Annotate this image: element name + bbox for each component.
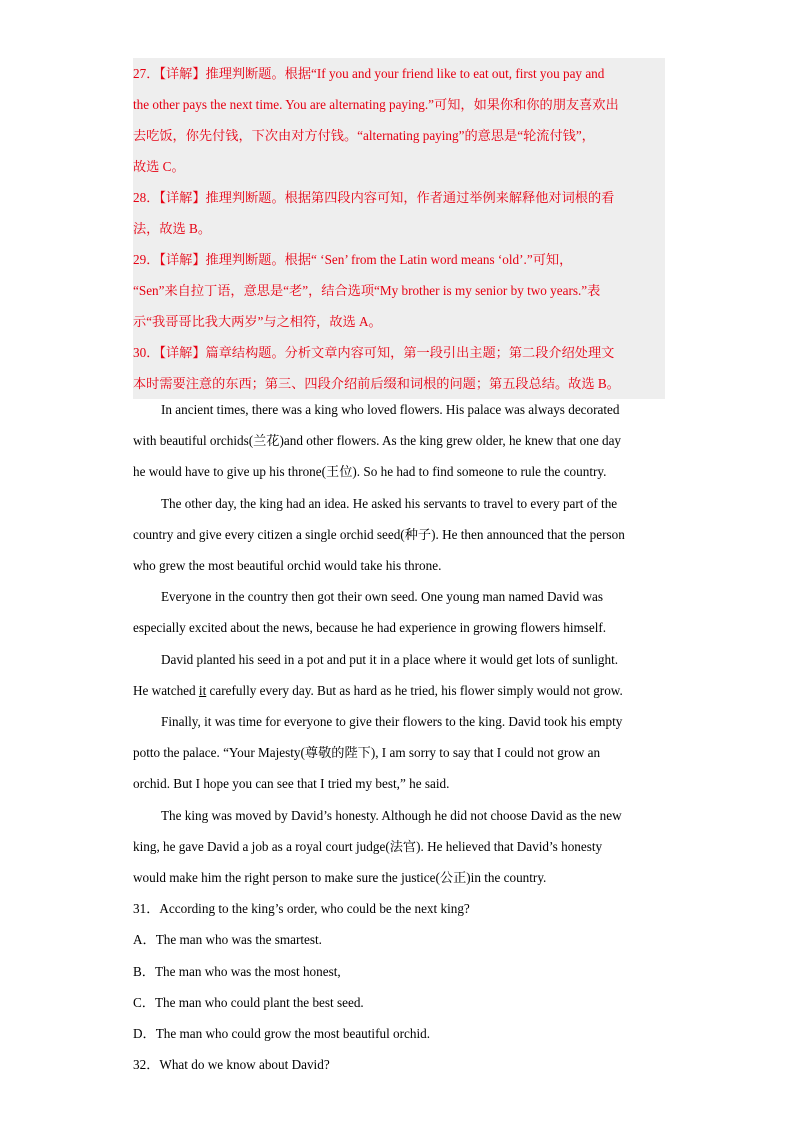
answer-27-line-4: 故选 C。 — [133, 159, 185, 174]
p4-before-text: He watched — [133, 682, 199, 698]
passage-p3-line-1: Everyone in the country then got their own seed. One young man named David was — [161, 589, 604, 605]
passage-p5-line-2: potto the palace. “Your Majesty(尊敬的陛下), I am sorry to say that I could not grow an — [133, 745, 601, 761]
question-31-option-b: B．The man who was the most honest, — [133, 963, 341, 979]
underlined-word-it: it — [198, 682, 207, 698]
passage-p2-line-2: country and give every citizen a single orchid seed(种子). He then announced that the person — [133, 526, 625, 542]
answer-27-line-1: 27．【详解】推理判断题。根据“If you and your friend like to eat out, first you pay and — [133, 66, 605, 81]
answer-30-line-2: 本时需要注意的东西；第三、四段介绍前后缀和词根的问题；第五段总结。故选 B。 — [133, 376, 620, 391]
passage-p2-line-1: The other day, the king had an idea. He asked his servants to travel to every part of the — [161, 495, 618, 511]
reading-passage — [133, 394, 668, 1080]
p4-after-text: carefully every day. But as hard as he tried, his flower simply would not grow. — [206, 682, 623, 698]
answer-29-line-3: 示“我哥哥比我大两岁”与之相符，故选 A。 — [133, 314, 382, 329]
passage-p5-line-1: Finally, it was time for everyone to give their flowers to the king. David took his empty — [161, 714, 623, 730]
answer-27-line-3: 去吃饭，你先付钱，下次由对方付钱。“alternating paying”的意思是“轮流付钱”， — [133, 128, 595, 143]
passage-p5-line-3: orchid. But I hope you can see that I tried my best,” he said. — [133, 776, 450, 792]
passage-p3-line-2: especially excited about the news, because he had experience in growing flowers himself. — [133, 620, 607, 636]
passage-p1-line-1: In ancient times, there was a king who loved flowers. His palace was always decorated — [161, 402, 620, 417]
question-31-option-d: D．The man who could grow the most beautiful orchid. — [133, 1026, 431, 1042]
answer-explanations-block — [133, 58, 665, 399]
answer-28-line-1: 28．【详解】推理判断题。根据第四段内容可知，作者通过举例来解释他对词根的看 — [133, 190, 615, 205]
question-31-option-a: A．The man who was the smartest. — [133, 932, 322, 948]
passage-p4-line-2 — [133, 675, 668, 706]
questions-block — [133, 893, 668, 1080]
passage-p4-line-1: David planted his seed in a pot and put it in a place where it would get lots of sunlight. — [161, 651, 619, 667]
passage-p6-line-3: would make him the right person to make sure the justice(公正)in the country. — [133, 870, 547, 886]
passage-p2-line-3: who grew the most beautiful orchid would take his throne. — [133, 558, 442, 574]
passage-p1-line-3: he would have to give up his throne(王位). So he had to find someone to rule the country. — [133, 464, 607, 480]
answer-28-line-2: 法，故选 B。 — [133, 221, 212, 236]
question-32: 32．What do we know about David? — [133, 1057, 330, 1073]
passage-p1-line-2: with beautiful orchids(兰花)and other flowers. As the king grew older, he knew that one day — [133, 433, 622, 449]
passage-p6-line-2: king, he gave David a job as a royal court judge(法官). He helieved that David’s honesty — [133, 838, 603, 854]
question-31-option-c: C．The man who could plant the best seed. — [133, 994, 364, 1010]
answer-29-line-1: 29．【详解】推理判断题。根据“ ‘Sen’ from the Latin word means ‘old’.”可知， — [133, 252, 573, 267]
passage-p6-line-1: The king was moved by David’s honesty. Although he did not choose David as the new — [161, 807, 622, 823]
answer-27-line-2: the other pays the next time. You are alternating paying.”可知，如果你和你的朋友喜欢出 — [133, 97, 619, 112]
question-31: 31．According to the king’s order, who could be the next king? — [133, 901, 470, 917]
answer-30-line-1: 30．【详解】篇章结构题。分析文章内容可知，第一段引出主题；第二段介绍处理文 — [133, 345, 615, 360]
answer-29-line-2: “Sen”来自拉丁语，意思是“老”，结合选项“My brother is my senior by two years.”表 — [133, 283, 601, 298]
